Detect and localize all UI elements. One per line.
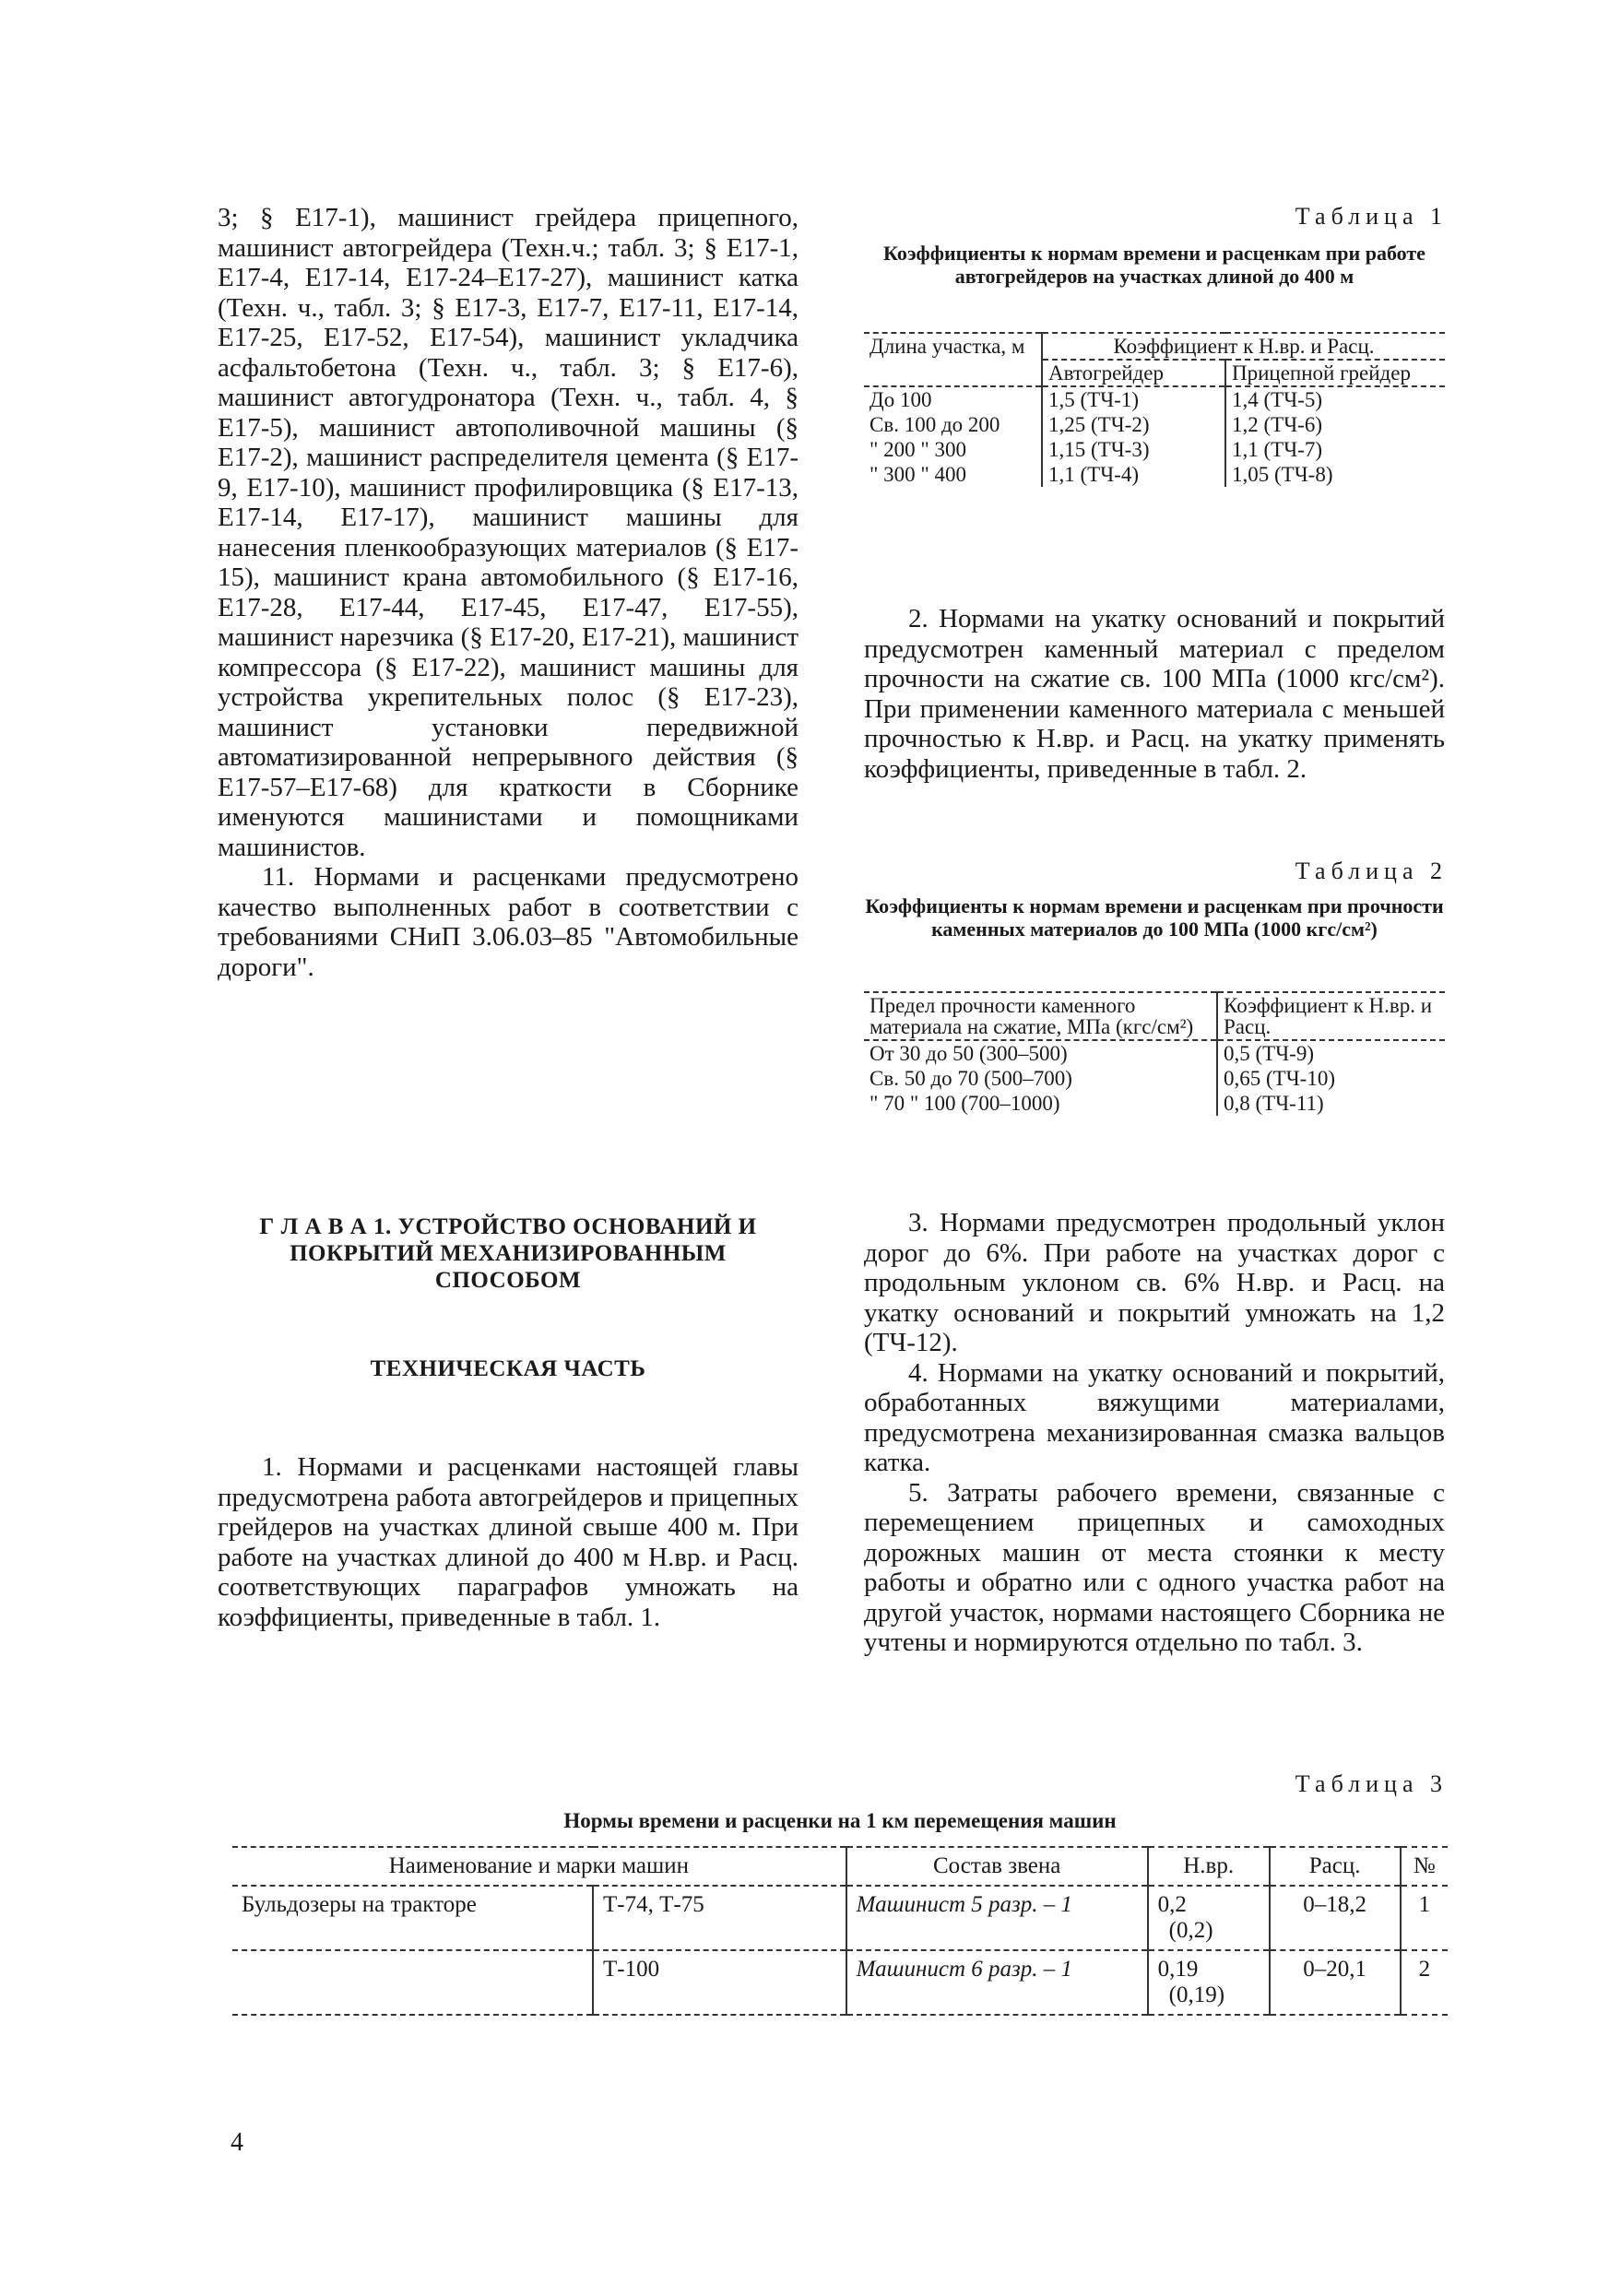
table-cell: 1,5 (ТЧ-1) [1042,386,1225,412]
table2-label: Таблица 2 [1295,858,1448,884]
table1 [864,332,1445,487]
table1-header-trailer: Прицепной грейдер [1225,360,1445,386]
paragraph-3: 3. Нормами предусмотрен продольный уклон дорог до 6%. При работе на участках дорог с продольным уклоном св. 6% Н.вр. и Расц. на укатку оснований и покрытий умножать на 1,2 (ТЧ-12). [864,1208,1445,1357]
table-cell: " 70 " 100 (700–1000) [869,1092,1060,1115]
paragraph-1: 1. Нормами и расценками настоящей главы предусмотрена работа автогрейдеров и прицепных грейдеров на участках длиной свыше 400 м. При работе на участках длиной до 400 м Н.вр. и Расц. соответствующих параграфов умножать на коэффициенты, приведенные в табл. 1. [218,1452,798,1632]
table2-header-strength: Предел прочности каменного материала на сжатие, МПа (кгс/см²) [869,994,1194,1038]
left-column [218,203,798,982]
table-row [232,1950,1448,2015]
table-row [864,1091,1445,1116]
table2 [864,991,1445,1116]
table-row [864,412,1445,437]
table2-header-coef: Коэффициент к Н.вр. и Расц. [1217,992,1445,1040]
table-cell: 0–18,2 [1270,1886,1401,1950]
table-cell: 1,1 (ТЧ-7) [1225,437,1445,462]
table3-header-name: Наименование и марки машин [388,1853,690,1878]
table-cell: До 100 [869,388,932,411]
table-cell: Св. 100 до 200 [869,413,1000,436]
table-row [864,1040,1445,1066]
table-cell: 1,15 (ТЧ-3) [1042,437,1225,462]
table3-header-norm: Н.вр. [1148,1847,1270,1886]
right-column [864,604,1445,784]
table-row [864,1066,1445,1091]
table2-caption: Коэффициенты к нормам времени и расценкам при прочности каменных материалов до 100 МПа (1000 кгс/см²) [865,894,1444,941]
table-row [864,386,1445,412]
table-cell: 0,65 (ТЧ-10) [1217,1066,1445,1091]
left-column-lower [218,1452,798,1632]
paragraph-4: 4. Нормами на укатку оснований и покрытий, обработанных вяжущими материалами, предусмотрена механизированная смазка вальцов катка. [864,1357,1445,1477]
table-cell: 1,1 (ТЧ-4) [1042,462,1225,487]
table3-caption: Нормы времени и расценки на 1 км перемещения машин [563,1809,1117,1832]
table1-header-autograder: Автогрейдер [1042,360,1225,386]
section-heading: ТЕХНИЧЕСКАЯ ЧАСТЬ [370,1356,646,1381]
page-number: 4 [231,2128,243,2157]
table3 [232,1846,1448,2016]
table-cell: 0,8 (ТЧ-11) [1217,1091,1445,1116]
table-cell: Бульдозеры на тракторе [242,1892,477,1917]
table-cell: От 30 до 50 (300–500) [869,1042,1068,1065]
table-cell: 0,2 [1157,1892,1187,1917]
table1-header-length: Длина участка, м [869,335,1025,358]
table-cell: Машинист 5 разр. – 1 [846,1886,1148,1950]
chapter-heading: Г Л А В А 1. УСТРОЙСТВО ОСНОВАНИЙ И ПОКРЫТИЙ МЕХАНИЗИРОВАННЫМ СПОСОБОМ [259,1214,757,1293]
table1-caption: Коэффициенты к нормам времени и расценкам при работе автогрейдеров на участках длиной до 400 м [883,242,1425,288]
table-cell: 1 [1401,1886,1448,1950]
table-cell: (0,2) [1168,1918,1213,1943]
table-cell: Т-74, Т-75 [593,1886,846,1950]
table-cell: 1,25 (ТЧ-2) [1042,412,1225,437]
table1-label: Таблица 1 [1295,203,1448,230]
table-cell: 0,5 (ТЧ-9) [1217,1040,1445,1066]
table3-label: Таблица 3 [1295,1770,1448,1797]
table-cell: 0–20,1 [1270,1950,1401,2015]
table-cell: 1,05 (ТЧ-8) [1225,462,1445,487]
table-cell: (0,19) [1168,1982,1225,2007]
table-cell: 2 [1401,1950,1448,2015]
paragraph-11: 11. Нормами и расценками предусмотрено качество выполненных работ в соответствии с требованиями СНиП 3.06.03–85 "Автомобильные дороги". [218,862,798,982]
paragraph-machinists: 3; § Е17-1), машинист грейдера прицепного, машинист автогрейдера (Техн.ч.; табл. 3; § Е17-1, Е17-4, Е17-14, Е17-24–Е17-27), машинист катка (Техн. ч., табл. 3; § Е17-3, Е17-7, Е17-11, Е17-14, Е17-25, Е17-52, Е17-54), машинист укладчика асфальтобетона (Техн. ч., табл. 3; § Е17-6), машинист автогудронатора (Техн. ч., табл. 4, § Е17-5), машинист автополивочной машины (§ Е17-2), машинист распределителя цемента (§ Е17-9, Е17-10), машинист профилировщика (§ Е17-13, Е17-14, Е17-17), машинист машины для нанесения пленкообразующих материалов (§ Е17-15), машинист крана автомобильного (§ Е17-16, Е17-28, Е17-44, Е17-45, Е17-47, Е17-55), машинист нарезчика (§ Е17-20, Е17-21), машинист компрессора (§ Е17-22), машинист машины для устройства укрепительных полос (§ Е17-23), машинист установки передвижной автоматизированной непрерывного действия (§ Е17-57–Е17-68) для краткости в Сборнике именуются машинистами и помощниками машинистов. [218,203,798,862]
table-row [232,1886,1448,1950]
table-cell: Машинист 6 разр. – 1 [846,1950,1148,2015]
table-row [864,437,1445,462]
table3-header-crew: Состав звена [846,1847,1148,1886]
table-cell: 0,19 [1157,1957,1199,1982]
table-cell: Св. 50 до 70 (500–700) [869,1067,1072,1090]
right-column-lower [864,1208,1445,1658]
table3-header-num: № [1401,1847,1448,1886]
paragraph-2: 2. Нормами на укатку оснований и покрытий предусмотрен каменный материал с пределом прочности на сжатие св. 100 МПа (1000 кгс/см²). При применении каменного материала с меньшей прочностью к Н.вр. и Расц. на укатку применять коэффициенты, приведенные в табл. 2. [864,604,1445,784]
table-cell: 1,4 (ТЧ-5) [1225,386,1445,412]
table-cell: Т-100 [593,1950,846,2015]
table-cell: " 300 " 400 [869,463,967,486]
table-cell: 1,2 (ТЧ-6) [1225,412,1445,437]
table-cell: " 200 " 300 [869,438,967,461]
table3-header-rate: Расц. [1270,1847,1401,1886]
table1-header-group: Коэффициент к Н.вр. и Расц. [1042,333,1445,360]
paragraph-5: 5. Затраты рабочего времени, связанные с перемещением прицепных и самоходных дорожных машин от места стоянки к месту работы и обратно или с одного участка работ на другой участок, нормами настоящего Сборника не учтены и нормируются отдельно по табл. 3. [864,1477,1445,1657]
table-row [864,462,1445,487]
table-cell [232,1950,593,2015]
